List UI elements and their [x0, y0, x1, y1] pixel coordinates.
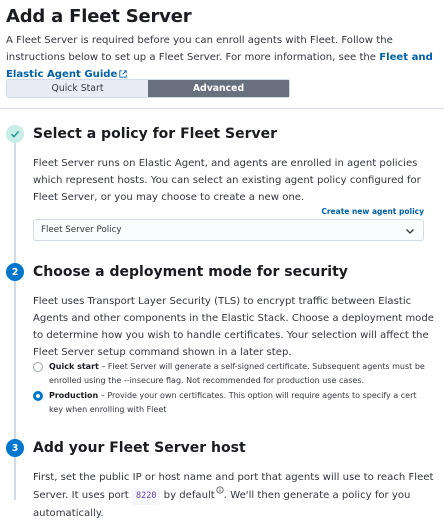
step-3-number: 3: [6, 439, 24, 457]
tab-advanced[interactable]: Advanced: [148, 80, 289, 97]
guide-link-label: Fleet and Elastic Agent Guide: [6, 52, 433, 80]
step-rail: [14, 281, 16, 439]
step-3-desc-part2: by default: [160, 490, 215, 501]
chevron-down-icon: [405, 226, 415, 236]
radio-production[interactable]: [33, 391, 43, 401]
intro-body: A Fleet Server is required before you can enroll agents with Fleet. Follow the instructions below to set up a Fleet Server. For more information, see the: [6, 35, 393, 63]
step-1-complete: [6, 125, 24, 143]
step-3-description: [33, 469, 437, 522]
step-rail: [14, 143, 16, 263]
radio-quick-start-desc: – Fleet Server will generate a self-signed certificate. Subsequent agents must be enrolled using the --insecure flag. Not recommended for production use cases.: [49, 362, 425, 385]
radio-quick-start-row: [33, 360, 433, 388]
step-3-desc-part3: . We'll then generate a policy for you automatically.: [33, 490, 411, 519]
step-2-description: Fleet uses Transport Layer Security (TLS) to encrypt traffic between Elastic Agents and other components in the Elastic Stack. Choose a deployment mode to determine how you wish to handle certificates. Your selection will affect the Fleet Server setup command shown in a later step.: [33, 296, 434, 358]
step-3-desc-part1: First, set the public IP or host name and port that agents will use to reach Fleet Server. It uses port: [33, 472, 434, 501]
step-rail: [14, 457, 16, 500]
radio-quick-start[interactable]: [33, 362, 43, 372]
mode-tabs: [6, 79, 290, 98]
policy-select-value: Fleet Server Policy: [41, 225, 122, 235]
check-icon: [10, 129, 20, 139]
radio-quick-start-label: Quick start: [49, 362, 99, 371]
step-1-description: Fleet Server runs on Elastic Agent, and agents are enrolled in agent policies which represent hosts. You can select an existing agent policy configured for Fleet Server, or you may choose to create a new one.: [33, 158, 421, 203]
policy-select[interactable]: [33, 219, 424, 241]
create-policy-link[interactable]: Create new agent policy: [321, 207, 424, 216]
intro-text: [6, 32, 438, 83]
radio-production-row: [33, 389, 433, 417]
step-3-title: Add your Fleet Server host: [33, 440, 246, 456]
port-code: 8220: [132, 488, 160, 505]
info-icon[interactable]: [216, 486, 224, 494]
radio-production-label: Production: [49, 391, 99, 400]
external-link-icon: [119, 70, 127, 78]
tab-quick-start[interactable]: Quick Start: [7, 80, 148, 97]
radio-quick-start-text: [49, 360, 433, 388]
step-2-number: 2: [6, 263, 24, 281]
divider: [0, 108, 444, 109]
page-title: Add a Fleet Server: [6, 6, 192, 27]
radio-production-desc: – Provide your own certificates. This option will require agents to specify a cert key when enrolling with Fleet: [49, 391, 417, 414]
radio-production-text: [49, 389, 433, 417]
step-2-title: Choose a deployment mode for security: [33, 264, 348, 280]
step-1-title: Select a policy for Fleet Server: [33, 126, 278, 142]
